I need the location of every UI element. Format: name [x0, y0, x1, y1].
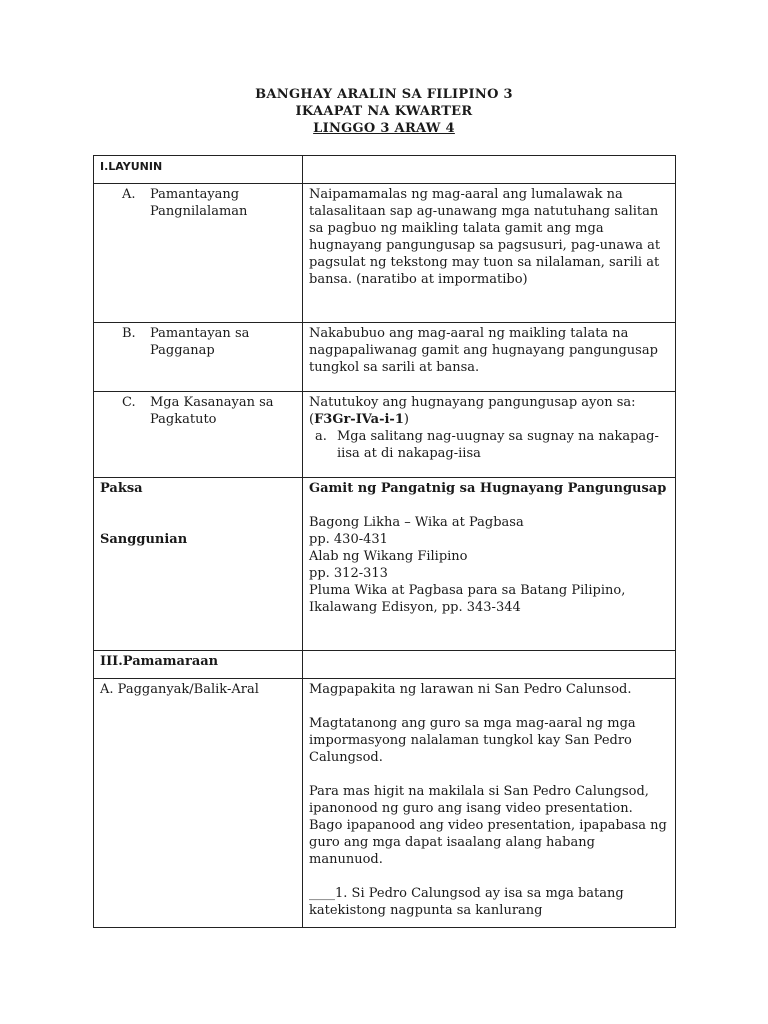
sanggunian-line: pp. 312-313 — [309, 566, 388, 581]
pagganyak-row — [94, 679, 676, 928]
lesson-plan-table — [93, 155, 676, 928]
header-quarter: IKAAPAT NA KWARTER — [295, 104, 473, 119]
paksa-sanggunian-row — [94, 478, 676, 651]
pamantayang-pangnilalaman-label: Pamantayang Pangnilalaman — [150, 187, 248, 219]
paksa-label: Paksa — [100, 481, 143, 496]
item-letter-b: B. — [122, 326, 136, 341]
sanggunian-line: Alab ng Wikang Filipino — [309, 549, 468, 564]
sanggunian-line: Pluma Wika at Pagbasa para sa Batang Pilipino, Ikalawang Edisyon, pp. 343-344 — [309, 583, 626, 615]
item-letter-c: C. — [122, 395, 136, 410]
kasanayan-content: Natutukoy ang hugnayang pangungusap ayon sa: (F3Gr-IVa-i-1) — [309, 395, 636, 427]
pagganyak-item: ____1. Si Pedro Calungsod ay isa sa mga batang katekistong nagpunta sa kanlurang — [309, 886, 624, 918]
pamantayan-pagganap-row — [94, 323, 676, 392]
section-layunin: I.LAYUNIN — [100, 160, 163, 173]
pamamaraan-row — [94, 651, 676, 679]
header-week-day: LINGGO 3 ARAW 4 — [313, 121, 455, 136]
sanggunian-label: Sanggunian — [100, 532, 188, 547]
paksa-content: Gamit ng Pangatnig sa Hugnayang Pangungusap — [309, 481, 667, 496]
section-pamamaraan: III.Pamamaraan — [100, 654, 219, 669]
document-header — [0, 86, 768, 137]
kasanayan-label: Mga Kasanayan sa Pagkatuto — [150, 395, 274, 427]
pamantayang-pangnilalaman-row — [94, 184, 676, 323]
item-letter-a: A. — [122, 187, 136, 202]
pagganyak-paragraph: Magtatanong ang guro sa mga mag-aaral ng mga impormasyong nalalaman tungkol kay San Pedro Calungsod. — [309, 716, 636, 765]
pagganyak-paragraph: Magpapakita ng larawan ni San Pedro Calunsod. — [309, 682, 632, 697]
pamantayan-pagganap-content: Nakabubuo ang mag-aaral ng maikling talata na nagpapaliwanag gamit ang hugnayang pangungusap tungkol sa sarili at bansa. — [303, 323, 676, 392]
pamantayan-pagganap-label: Pamantayan sa Pagganap — [150, 326, 250, 358]
competency-code: F3Gr-IVa-i-1 — [314, 412, 404, 427]
sub-item-letter-a: a. — [315, 429, 327, 444]
header-title: BANGHAY ARALIN SA FILIPINO 3 — [255, 87, 513, 102]
sanggunian-line: pp. 430-431 — [309, 532, 388, 547]
kasanayan-sub-item: Mga salitang nag-uugnay sa sugnay na nakapag-iisa at di nakapag-iisa — [337, 429, 659, 461]
layunin-row — [94, 156, 676, 184]
pagganyak-paragraph: Para mas higit na makilala si San Pedro Calungsod, ipanonood ng guro ang isang video presentation. Bago ipapanood ang video presentation, ipapabasa ng guro ang mga dapat isaalang alang habang manunuod. — [309, 784, 667, 867]
sanggunian-line: Bagong Likha – Wika at Pagbasa — [309, 515, 524, 530]
kasanayan-row — [94, 392, 676, 478]
pagganyak-label: A. Pagganyak/Balik-Aral — [94, 679, 303, 928]
pamantayang-pangnilalaman-content: Naipamamalas ng mag-aaral ang lumalawak na talasalitaan sap ag-unawang mga natutuhang salitan sa pagbuo ng maikling talata gamit ang mga hugnayang pangungusap sa pagsusuri, pag-unawa at pagsulat ng tekstong may tuon sa nilalaman, sarili at bansa. (naratibo at impormatibo) — [303, 184, 676, 323]
